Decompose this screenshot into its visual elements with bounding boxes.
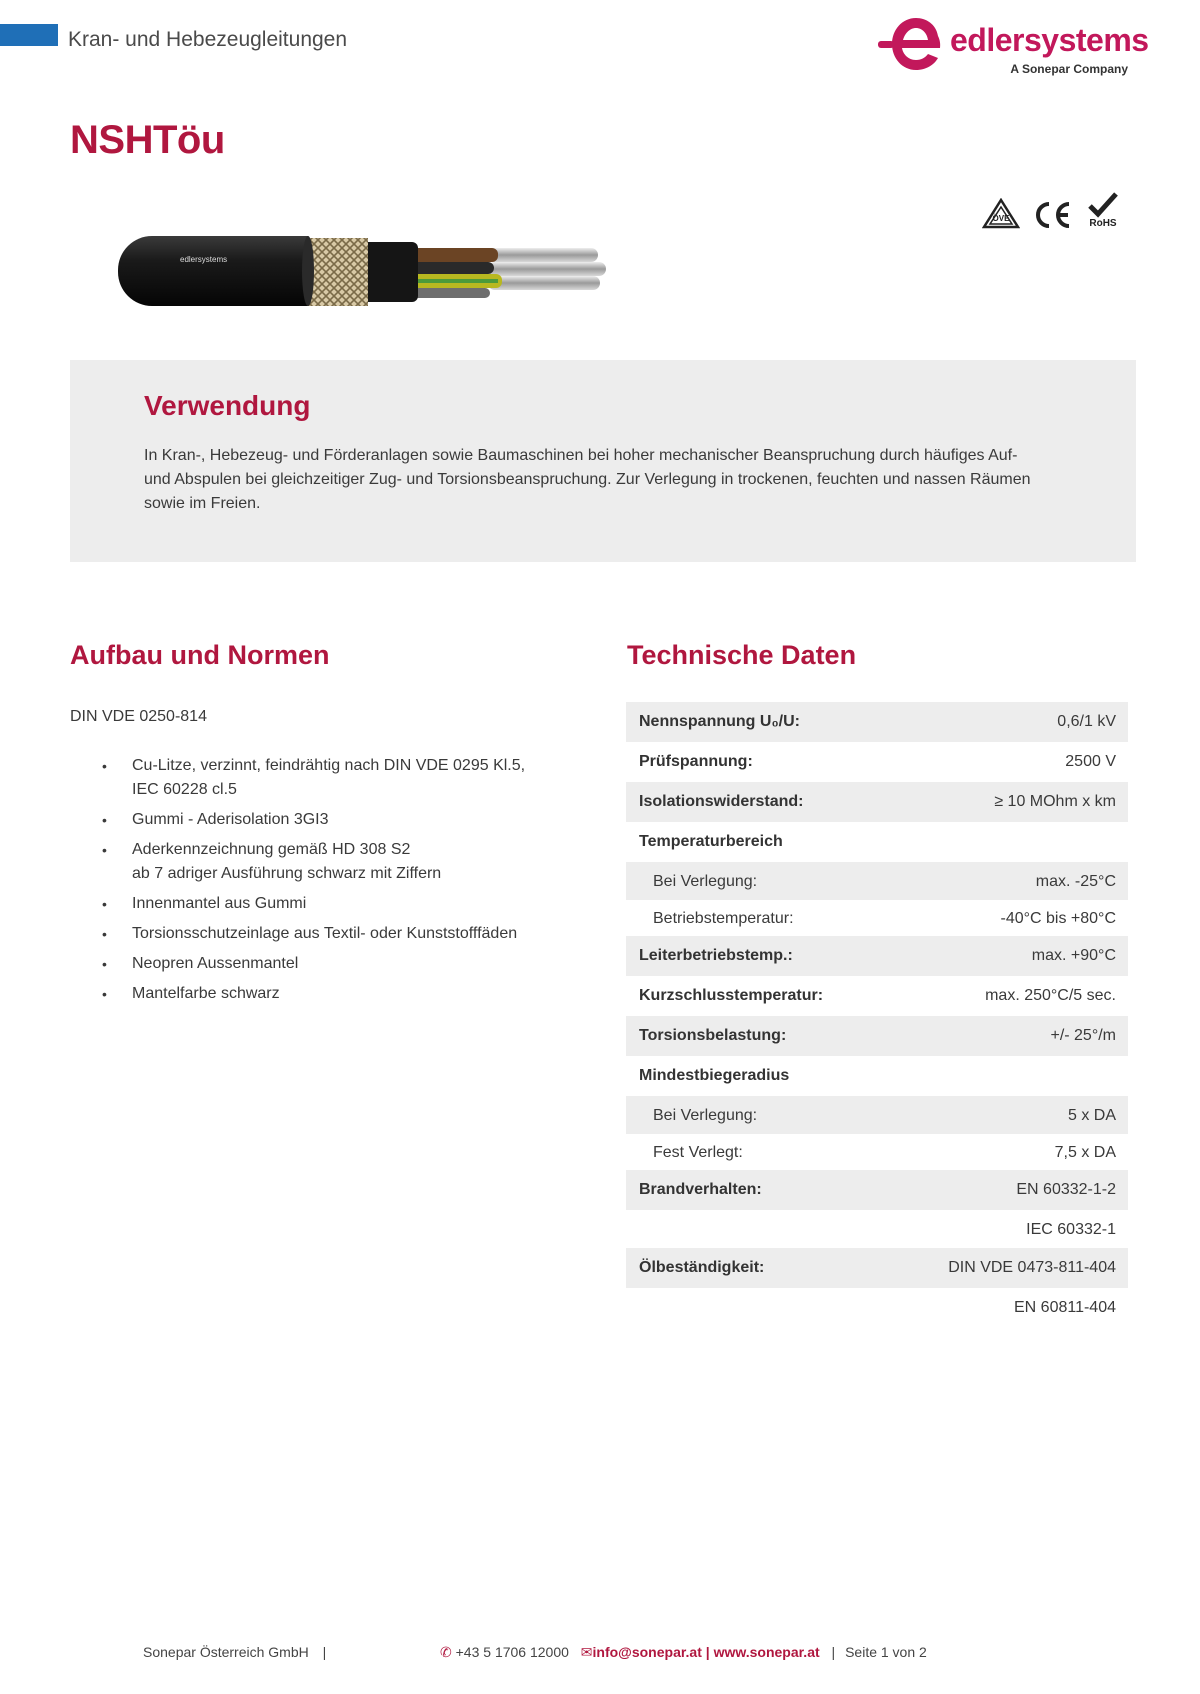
table-row (626, 742, 1128, 782)
row-value: EN 60332-1-2 (1016, 1181, 1116, 1198)
row-label: Temperaturbereich (639, 833, 783, 850)
table-row (626, 1134, 1128, 1170)
list-item (100, 838, 560, 886)
table-row (626, 702, 1128, 742)
footer-email[interactable]: info@sonepar.at (592, 1644, 702, 1660)
product-title: NSHTöu (70, 118, 225, 162)
construction-norm: DIN VDE 0250-814 (70, 708, 207, 725)
list-item-line: • Innenmantel aus Gummi (132, 895, 307, 912)
usage-text-line: In Kran-, Hebezeug- und Förderanlagen sowie Baumaschinen bei hoher mechanischer Beanspruchung durch häufiges Auf- (144, 447, 1018, 464)
list-item (100, 754, 560, 802)
ce-mark-icon (1032, 200, 1074, 230)
logo-mark-icon (878, 14, 950, 74)
usage-title: Verwendung (144, 390, 311, 421)
technical-data-table (626, 702, 1128, 1328)
row-label: Bei Verlegung: (653, 1107, 758, 1124)
cable-print-text: edlersystems (180, 255, 228, 264)
technical-data-title: Technische Daten (627, 640, 857, 670)
mail-icon: ✉ (580, 1644, 593, 1660)
footer-separator: | (322, 1644, 327, 1660)
table-row (626, 1288, 1128, 1328)
construction-list (100, 754, 560, 1012)
page-category: Kran- und Hebezeugleitungen (68, 28, 348, 51)
row-value: ≥ 10 MOhm x km (994, 793, 1116, 810)
row-label: Fest Verlegt: (653, 1144, 743, 1161)
row-label: Prüfspannung: (639, 753, 753, 770)
list-item-line: • Mantelfarbe schwarz (132, 985, 280, 1002)
footer-company-name: Sonepar Österreich GmbH (143, 1644, 309, 1660)
certification-marks (982, 198, 1122, 238)
svg-text:ÖVE: ÖVE (992, 214, 1010, 223)
row-label: Ölbeständigkeit: (639, 1259, 765, 1276)
table-row (626, 1248, 1128, 1288)
footer-contact (440, 1644, 927, 1661)
logo-brand-prefix: edler (950, 22, 1024, 58)
table-row (626, 1210, 1128, 1248)
row-label: Leiterbetriebstemp.: (639, 947, 793, 964)
list-item (100, 892, 560, 916)
table-row (626, 1096, 1128, 1134)
construction-title: Aufbau und Normen (70, 640, 330, 670)
usage-text (144, 444, 1074, 516)
list-item (100, 982, 560, 1006)
usage-text-line: und Abspulen bei gleichzeitiger Zug- und Torsionsbeanspruchung. Zur Verlegung in trockenen, feuchten und nassen Räumen (144, 471, 1031, 488)
footer-website[interactable]: www.sonepar.at (713, 1644, 820, 1660)
row-value: 5 x DA (1067, 1107, 1116, 1124)
row-label: Isolationswiderstand: (639, 793, 804, 810)
row-value: 7,5 x DA (1054, 1144, 1116, 1161)
row-value: +/- 25°/m (1050, 1027, 1116, 1044)
table-row (626, 1016, 1128, 1056)
row-value: DIN VDE 0473-811-404 (948, 1259, 1116, 1276)
list-item-line: • Aderkennzeichnung gemäß HD 308 S2 (132, 841, 411, 858)
row-value: EN 60811-404 (1014, 1299, 1116, 1316)
footer-phone[interactable]: +43 5 1706 12000 (455, 1644, 569, 1660)
list-item-line: • Cu-Litze, verzinnt, feindrähtig nach DIN VDE 0295 Kl.5, (132, 757, 526, 774)
rohs-mark-icon (1086, 192, 1122, 230)
list-item-line: ab 7 adriger Ausführung schwarz mit Ziffern (132, 865, 442, 882)
row-value: max. +90°C (1031, 947, 1116, 964)
footer-page-number: Seite 1 von 2 (845, 1644, 927, 1660)
footer-separator: | (831, 1644, 836, 1660)
row-label: Brandverhalten: (639, 1181, 762, 1198)
row-label: Bei Verlegung: (653, 873, 758, 890)
company-logo (878, 14, 1149, 80)
logo-subtitle: A Sonepar Company (1010, 62, 1128, 76)
ove-certification-icon (982, 198, 1020, 230)
list-item (100, 922, 560, 946)
row-label: Torsionsbelastung: (639, 1027, 787, 1044)
table-row (626, 1056, 1128, 1096)
usage-section (70, 360, 1136, 562)
table-row (626, 782, 1128, 822)
table-row (626, 900, 1128, 936)
footer-company (143, 1644, 326, 1660)
row-label: Kurzschlusstemperatur: (639, 987, 824, 1004)
usage-text-line: sowie im Freien. (144, 495, 261, 512)
list-item-line: IEC 60228 cl.5 (132, 781, 237, 798)
table-row (626, 1170, 1128, 1210)
row-label: Betriebstemperatur: (653, 910, 794, 927)
row-value: max. 250°C/5 sec. (985, 987, 1116, 1004)
row-label: Mindestbiegeradius (639, 1067, 790, 1084)
table-row (626, 862, 1128, 900)
row-value: 0,6/1 kV (1057, 713, 1116, 730)
cable-product-image (118, 232, 608, 322)
list-item (100, 952, 560, 976)
logo-brand-suffix: systems (1023, 22, 1149, 58)
row-value: IEC 60332-1 (1026, 1221, 1116, 1238)
row-label: Nennspannung U₀/U: (639, 713, 800, 730)
table-row (626, 936, 1128, 976)
table-row (626, 822, 1128, 862)
list-item-line: • Neopren Aussenmantel (132, 955, 299, 972)
row-value: -40°C bis +80°C (1000, 910, 1116, 927)
phone-icon: ✆ (440, 1644, 452, 1660)
footer-separator: | (705, 1644, 710, 1660)
list-item-line: • Gummi - Aderisolation 3GI3 (132, 811, 329, 828)
row-value: 2500 V (1065, 753, 1116, 770)
row-value: max. -25°C (1035, 873, 1116, 890)
list-item-line: • Torsionsschutzeinlage aus Textil- oder Kunststofffäden (132, 925, 518, 942)
svg-text:RoHS: RoHS (1089, 218, 1117, 229)
list-item (100, 808, 560, 832)
header-accent-bar (0, 24, 58, 46)
table-row (626, 976, 1128, 1016)
